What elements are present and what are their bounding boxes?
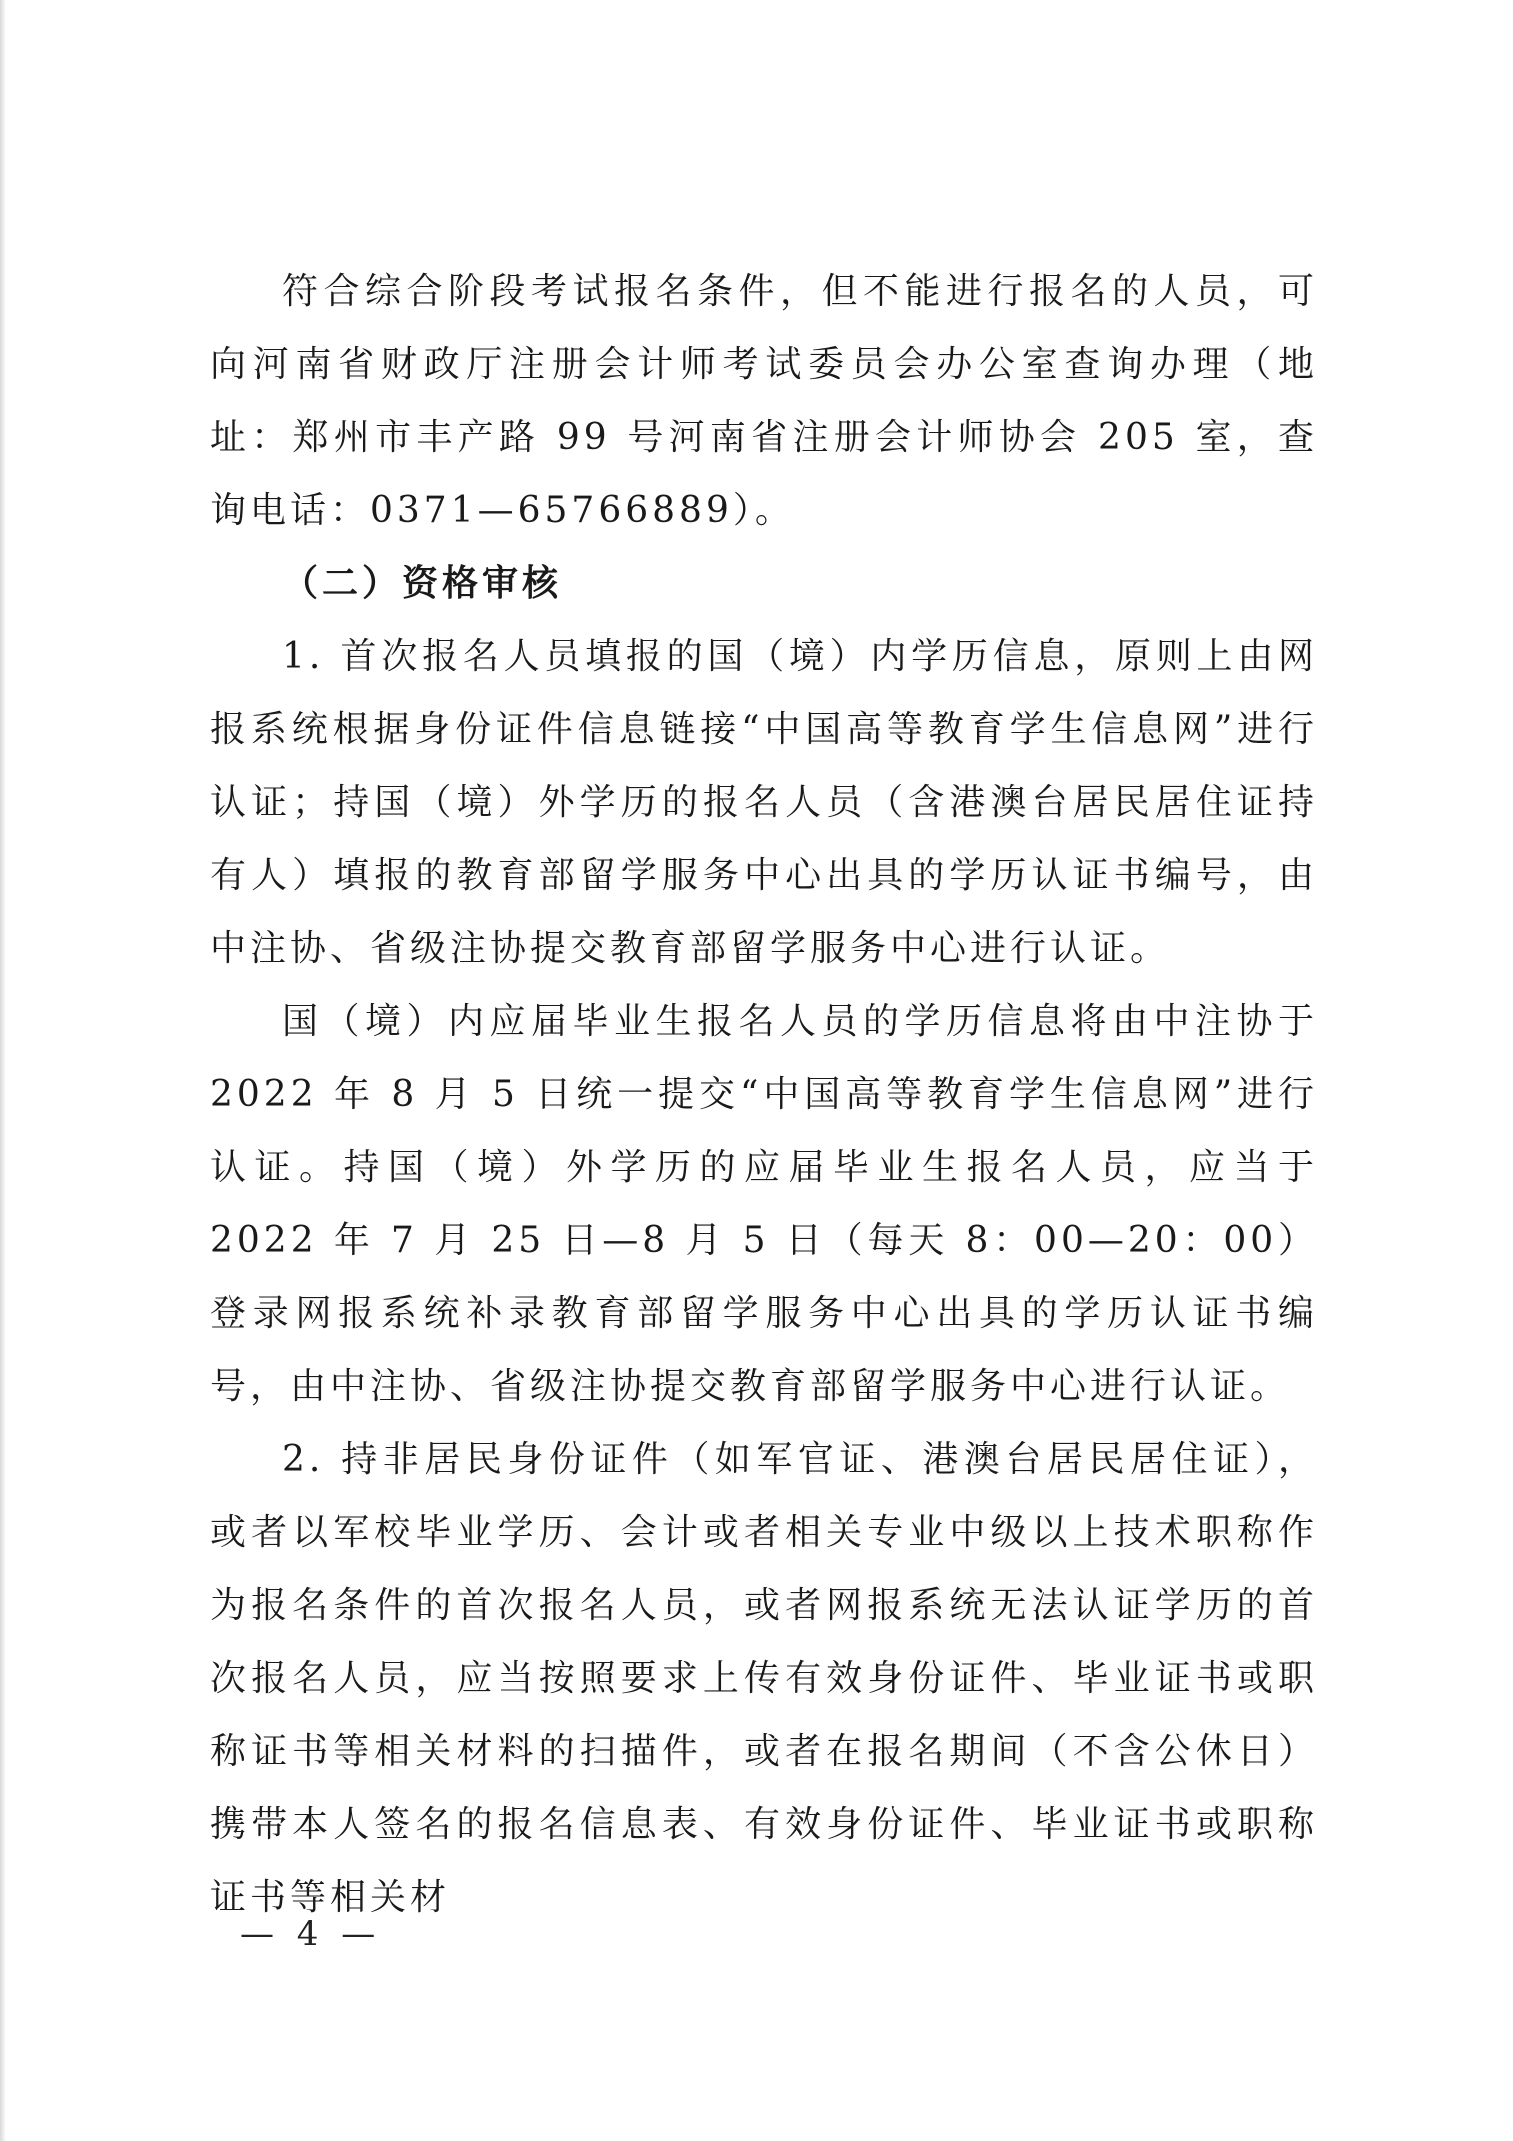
paragraph-first-time-verification: 1. 首次报名人员填报的国（境）内学历信息，原则上由网报系统根据身份证件信息链接“中国高等教育学生信息网”进行认证；持国（境）外学历的报名人员（含港澳台居民居住证持有人）填报的教育部留学服务中心出具的学历认证书编号，由中注协、省级注协提交教育部留学服务中心进行认证。 <box>210 636 1318 969</box>
paragraph-non-resident-documents: 2. 持非居民身份证件（如军官证、港澳台居民居住证），或者以军校毕业学历、会计或者相关专业中级以上技术职称作为报名条件的首次报名人员，或者网报系统无法认证学历的首次报名人员，应当按照要求上传有效身份证件、毕业证书或职称证书等相关材料的扫描件，或者在报名期间（不含公休日）携带本人签名的报名信息表、有效身份证件、毕业证书或职称证书等相关材 <box>210 1439 1318 1918</box>
section-heading-qualification-review: （二）资格审核 <box>282 563 563 604</box>
paragraph-graduates-verification: 国（境）内应届毕业生报名人员的学历信息将由中注协于 2022 年 8 月 5 日统一提交“中国高等教育学生信息网”进行认证。持国（境）外学历的应届毕业生报名人员，应当于 2022 年 7 月 25 日—8 月 5 日（每天 8：00—20：00）登录网报系统补录教育部留学服务中心出具的学历认证书编号，由中注协、省级注协提交教育部留学服务中心进行认证。 <box>210 1001 1318 1407</box>
paragraph-inquiry: 符合综合阶段考试报名条件，但不能进行报名的人员，可向河南省财政厅注册会计师考试委员会办公室查询办理（地址：郑州市丰产路 99 号河南省注册会计师协会 205 室，查询电话：0371—65766889）。 <box>210 271 1318 531</box>
document-body <box>210 255 1318 1934</box>
page-number: — 4 — <box>240 1914 382 1954</box>
scan-edge-shadow <box>0 0 6 2141</box>
